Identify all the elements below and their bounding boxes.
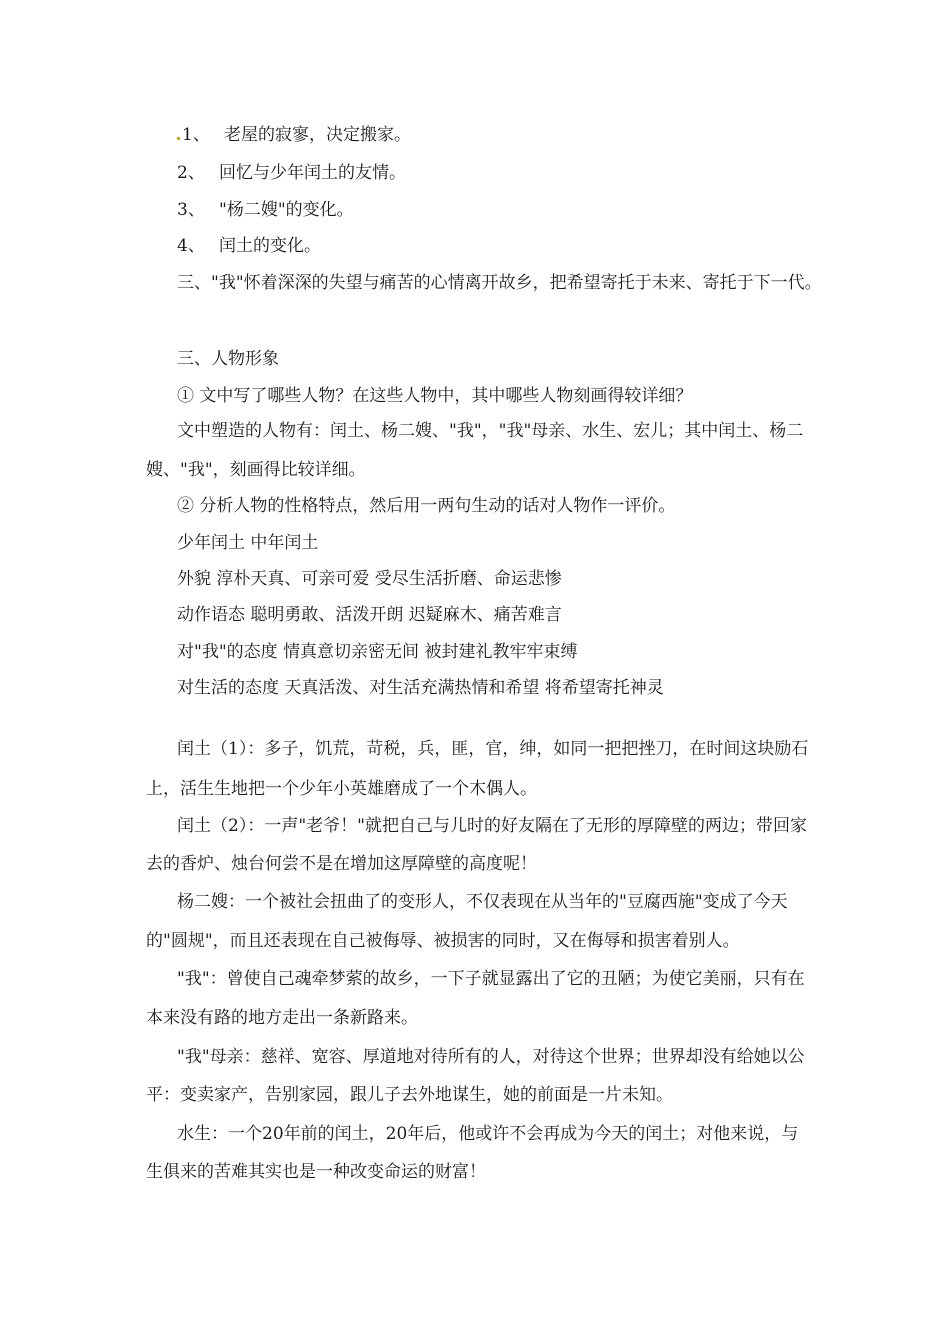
outline-item-3: 3、 "杨二嫂"的变化。 <box>177 200 354 220</box>
answer-1-line-2: 嫂、"我"，刻画得比较详细。 <box>146 460 366 480</box>
evaluation-line-1: 水生：一个20年前的闰土，20年后，他或许不会再成为今天的闰土；对他来说，与 <box>177 1124 799 1144</box>
outline-item-2: 2、 回忆与少年闰土的友情。 <box>177 163 406 183</box>
evaluation-line-2: 平：变卖家产，告别家园，跟儿子去外地谋生，她的前面是一片未知。 <box>146 1085 673 1105</box>
compare-row: 对"我"的态度 情真意切亲密无间 被封建礼教牢牢束缚 <box>177 642 578 662</box>
evaluation-line-2: 的"圆规"，而且还表现在自己被侮辱、被损害的同时，又在侮辱和损害着别人。 <box>146 931 740 951</box>
evaluation-line-2: 本来没有路的地方走出一条新路来。 <box>146 1008 418 1028</box>
question-1: ① 文中写了哪些人物？在这些人物中，其中哪些人物刻画得较详细？ <box>177 386 693 406</box>
text-marker <box>177 137 180 140</box>
evaluation-line-1: 闰土（1）：多子，饥荒，苛税，兵，匪，官，绅，如同一把把挫刀，在时间这块励石 <box>177 739 809 759</box>
compare-row: 对生活的态度 天真活泼、对生活充满热情和希望 将希望寄托神灵 <box>177 678 664 698</box>
evaluation-line-1: 闰土（2）：一声"老爷！"就把自己与儿时的好友隔在了无形的厚障壁的两边；带回家 <box>177 816 807 836</box>
compare-row: 少年闰土 中年闰土 <box>177 533 319 553</box>
evaluation-line-2: 上，活生生地把一个少年小英雄磨成了一个木偶人。 <box>146 779 537 799</box>
evaluation-line-2: 生俱来的苦难其实也是一种改变命运的财富！ <box>146 1162 486 1182</box>
part3-summary: 三、"我"怀着深深的失望与痛苦的心情离开故乡，把希望寄托于未来、寄托于下一代。 <box>177 273 822 293</box>
compare-row: 动作语态 聪明勇敢、活泼开朗 迟疑麻木、痛苦难言 <box>177 605 562 625</box>
evaluation-line-1: 杨二嫂：一个被社会扭曲了的变形人，不仅表现在从当年的"豆腐西施"变成了今天 <box>177 892 788 912</box>
question-2: ② 分析人物的性格特点，然后用一两句生动的话对人物作一评价。 <box>177 496 676 516</box>
answer-1-line-1: 文中塑造的人物有：闰土、杨二嫂、"我"，"我"母亲、水生、宏儿；其中闰土、杨二 <box>177 421 804 441</box>
compare-row: 外貌 淳朴天真、可亲可爱 受尽生活折磨、命运悲惨 <box>177 569 562 589</box>
outline-item-1: 1、 老屋的寂寥，决定搬家。 <box>177 124 411 146</box>
evaluation-line-1: "我"母亲：慈祥、宽容、厚道地对待所有的人，对待这个世界；世界却没有给她以公 <box>177 1047 805 1067</box>
evaluation-line-2: 去的香炉、烛台何尝不是在增加这厚障壁的高度呢！ <box>146 854 537 874</box>
evaluation-line-1: "我"：曾使自己魂牵梦萦的故乡，一下子就显露出了它的丑陋；为使它美丽，只有在 <box>177 969 805 989</box>
section-title: 三、人物形象 <box>177 349 279 369</box>
outline-item-4: 4、 闰土的变化。 <box>177 236 321 256</box>
